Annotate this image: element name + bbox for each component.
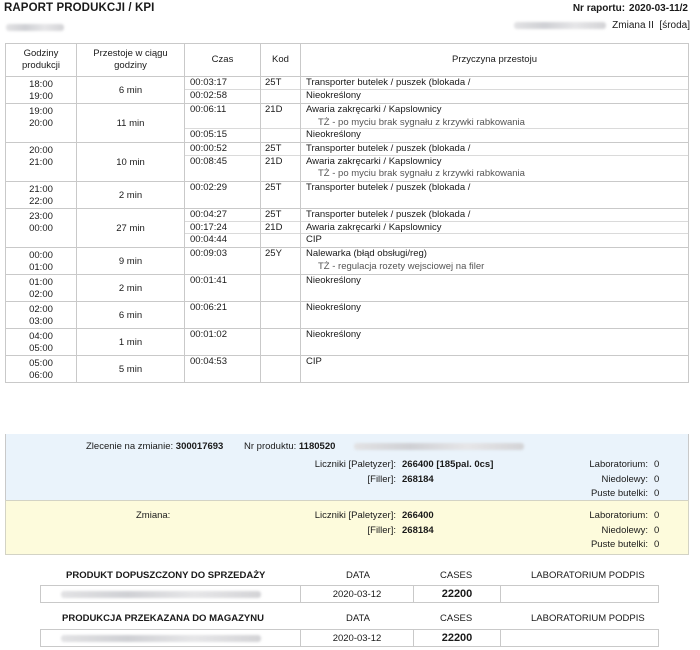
cause-note: TŻ - po myciu brak sygnału z krzywki rabkowania [318, 168, 525, 179]
table-row [6, 143, 689, 182]
downtime-duration: 00:05:15 [190, 129, 227, 140]
shift-underfill-value: 0 [654, 525, 660, 536]
code-cell [261, 329, 301, 356]
downtime-cell: 1 min [77, 329, 185, 356]
downtime-cause [301, 222, 688, 235]
downtime-cause [301, 77, 688, 90]
downtime-table [5, 43, 689, 383]
downtime-cause [301, 356, 688, 369]
hour-to: 22:00 [29, 196, 53, 207]
downtime-duration: 00:06:21 [190, 302, 227, 313]
downtime-duration: 00:00:52 [185, 143, 260, 156]
cause-text: Awaria zakręcarki / Kapslownicy [306, 155, 442, 167]
hour-from: 05:00 [29, 358, 53, 369]
downtime-duration: 00:02:29 [190, 182, 227, 193]
cause-note: TŻ - regulacja rozety wejsciowej na filer [318, 260, 485, 272]
cause-cell [301, 302, 689, 329]
code-cell [261, 104, 301, 143]
shift-empty-bottles-value: 0 [654, 539, 660, 550]
hours-cell [6, 356, 77, 383]
empty-bottles-label: Puste butelki: [590, 488, 648, 499]
release-product-cell [41, 586, 301, 602]
time-cell [185, 182, 261, 209]
hour-to: 05:00 [29, 343, 53, 354]
code-cell [261, 77, 301, 104]
cause-text: Awaria zakręcarki / Kapslownicy [306, 104, 442, 115]
downtime-cell: 27 min [77, 209, 185, 248]
release-title: PRODUKT DOPUSZCZONY DO SPRZEDAŻY [66, 570, 266, 581]
hour-from: 23:00 [29, 211, 53, 222]
time-cell [185, 104, 261, 143]
table-row [6, 77, 689, 104]
hour-to: 21:00 [29, 157, 53, 168]
hour-to: 19:00 [29, 91, 53, 102]
order-label: Zlecenie na zmianie: [86, 441, 174, 452]
cause-text: Awaria zakręcarki / Kapslownicy [306, 221, 442, 233]
downtime-cell: 11 min [77, 104, 185, 143]
downtime-cause [301, 129, 688, 142]
shift-info [514, 20, 690, 31]
warehouse-product-cell [41, 630, 301, 646]
hour-to: 00:00 [29, 223, 53, 234]
table-row [6, 182, 689, 209]
hour-to: 20:00 [29, 118, 53, 129]
table-row [6, 302, 689, 329]
time-cell [185, 275, 261, 302]
downtime-cell: 2 min [77, 182, 185, 209]
downtime-code [261, 129, 300, 142]
cause-text: Nieokreślony [306, 329, 361, 340]
code-cell [261, 248, 301, 275]
col-header-cause: Przyczyna przestoju [301, 44, 689, 77]
downtime-duration: 00:02:58 [190, 89, 227, 101]
cause-text: Nieokreślony [306, 275, 361, 286]
downtime-cause [301, 234, 688, 247]
downtime-cell: 2 min [77, 275, 185, 302]
hours-cell [6, 329, 77, 356]
hour-from: 20:00 [29, 145, 53, 156]
hours-cell [6, 77, 77, 104]
order-line [86, 441, 223, 452]
time-cell [185, 209, 261, 248]
code-cell [261, 182, 301, 209]
hour-to: 02:00 [29, 289, 53, 300]
warehouse-row [40, 629, 659, 647]
downtime-duration: 00:01:41 [190, 275, 227, 286]
order-value: 300017693 [175, 441, 224, 452]
col-header-time: Czas [185, 44, 261, 77]
shift-palletizer-value: 266400 [402, 510, 434, 521]
cause-cell [301, 329, 689, 356]
warehouse-signature-cell[interactable] [501, 630, 658, 646]
downtime-duration: 00:01:02 [190, 329, 227, 340]
downtime-code [261, 234, 300, 247]
lab-label: Laboratorium: [589, 459, 648, 470]
shift-summary [5, 500, 689, 555]
shift-palletizer-label: Liczniki [Paletyzer]: [314, 510, 396, 521]
hours-cell [6, 248, 77, 275]
table-row [6, 329, 689, 356]
cause-cell [301, 77, 689, 104]
shift-weekday: [środa] [659, 20, 690, 31]
underfill-label: Niedolewy: [601, 474, 648, 485]
downtime-cause [301, 90, 688, 103]
report-number-value: 2020-03-11/2 [629, 3, 688, 14]
cause-cell [301, 209, 689, 248]
warehouse-date-header: DATA [346, 613, 370, 624]
cause-text: Nieokreślony [306, 129, 361, 140]
downtime-cell: 10 min [77, 143, 185, 182]
downtime-code: 25T [265, 182, 282, 193]
redacted-line-info [6, 22, 68, 33]
cause-text: Transporter butelek / puszek (blokada / [306, 209, 471, 220]
code-cell [261, 143, 301, 182]
release-lab-header: LABORATORIUM PODPIS [531, 570, 645, 581]
hours-cell [6, 143, 77, 182]
cause-text: CIP [306, 234, 322, 245]
warehouse-cases-header: CASES [440, 613, 473, 624]
hour-to: 06:00 [29, 370, 53, 381]
redacted-text [514, 22, 606, 29]
downtime-code: 25T [261, 209, 300, 222]
downtime-duration: 00:17:24 [185, 222, 260, 235]
downtime-duration: 00:03:17 [185, 77, 260, 90]
hours-cell [6, 275, 77, 302]
release-cases-header: CASES [440, 570, 473, 581]
shift-lab-label: Laboratorium: [589, 510, 648, 521]
downtime-cause [301, 143, 688, 156]
table-row [6, 356, 689, 383]
downtime-cell: 6 min [77, 302, 185, 329]
release-date: 2020-03-12 [301, 586, 414, 602]
warehouse-cases: 22200 [414, 630, 501, 646]
time-cell [185, 302, 261, 329]
downtime-cause [301, 275, 688, 288]
downtime-code: 25T [261, 143, 300, 156]
col-header-hours: Godziny produkcji [6, 44, 77, 77]
cause-cell [301, 356, 689, 383]
downtime-cause [301, 209, 688, 222]
release-row [40, 585, 659, 603]
downtime-duration: 00:04:44 [190, 234, 227, 245]
release-date-header: DATA [346, 570, 370, 581]
hour-from: 00:00 [29, 250, 53, 261]
hours-cell [6, 182, 77, 209]
downtime-code: 25T [261, 77, 300, 90]
redacted-product [61, 591, 261, 598]
time-cell [185, 248, 261, 275]
cause-text: Transporter butelek / puszek (blokada / [306, 77, 471, 88]
redacted-product-name [354, 443, 524, 450]
shift-name: Zmiana II [612, 20, 654, 31]
cause-text: Transporter butelek / puszek (blokada / [306, 143, 471, 154]
cause-text: Nieokreślony [306, 89, 361, 101]
code-cell [261, 209, 301, 248]
downtime-duration: 00:08:45 [190, 155, 227, 167]
product-line [244, 441, 524, 452]
table-body [6, 77, 689, 383]
downtime-code [261, 329, 300, 342]
cause-text: CIP [306, 356, 322, 367]
release-signature-cell[interactable] [501, 586, 658, 602]
hour-from: 18:00 [29, 79, 53, 90]
report-header [0, 0, 700, 38]
cause-cell [301, 248, 689, 275]
palletizer-value: 266400 [185pal. 0cs] [402, 459, 494, 470]
cause-cell [301, 275, 689, 302]
downtime-cell: 5 min [77, 356, 185, 383]
downtime-cause [301, 182, 688, 195]
downtime-cell: 6 min [77, 77, 185, 104]
filler-value: 268184 [402, 474, 434, 485]
time-cell [185, 143, 261, 182]
empty-bottles-value: 0 [654, 488, 660, 499]
time-cell [185, 329, 261, 356]
order-summary [5, 434, 689, 500]
palletizer-label: Liczniki [Paletyzer]: [314, 459, 396, 470]
downtime-code: 21D [261, 222, 300, 235]
hours-cell [6, 302, 77, 329]
hour-to: 03:00 [29, 316, 53, 327]
downtime-code: 25Y [265, 248, 282, 259]
downtime-duration: 00:04:27 [185, 209, 260, 222]
downtime-cause [301, 248, 688, 273]
shift-filler-label: [Filler]: [367, 525, 396, 536]
downtime-code [261, 356, 300, 369]
cause-cell [301, 182, 689, 209]
hour-from: 02:00 [29, 304, 53, 315]
cause-text: Nieokreślony [306, 302, 361, 313]
warehouse-lab-header: LABORATORIUM PODPIS [531, 613, 645, 624]
hour-from: 01:00 [29, 277, 53, 288]
downtime-code [261, 302, 300, 315]
downtime-cause [301, 302, 688, 315]
downtime-duration: 00:04:53 [190, 356, 227, 367]
shift-summary-label: Zmiana: [136, 510, 171, 521]
product-label: Nr produktu: [244, 441, 297, 452]
report-number [573, 3, 688, 14]
hours-cell [6, 104, 77, 143]
report-title: RAPORT PRODUKCJI / KPI [4, 2, 155, 14]
cause-cell [301, 104, 689, 143]
cause-text: Transporter butelek / puszek (blokada / [306, 182, 471, 193]
time-cell [185, 77, 261, 104]
warehouse-date: 2020-03-12 [301, 630, 414, 646]
downtime-cell: 9 min [77, 248, 185, 275]
downtime-cause [301, 329, 688, 342]
table-row [6, 275, 689, 302]
table-row [6, 209, 689, 248]
downtime-cause [301, 156, 688, 181]
product-value: 1180520 [298, 441, 336, 452]
release-cases: 22200 [414, 586, 501, 602]
cause-text: Nalewarka (błąd obsługi/reg) [306, 248, 427, 259]
downtime-code: 21D [265, 155, 283, 167]
cause-note: TŻ - po myciu brak sygnału z krzywki rabkowania [318, 116, 525, 128]
code-cell [261, 356, 301, 383]
table-row [6, 248, 689, 275]
report-number-label: Nr raportu: [572, 3, 626, 14]
shift-lab-value: 0 [654, 510, 660, 521]
col-header-downtime: Przestoje w ciągu godziny [77, 44, 185, 77]
code-cell [261, 302, 301, 329]
lab-value: 0 [654, 459, 660, 470]
shift-filler-value: 268184 [402, 525, 434, 536]
hour-from: 21:00 [29, 184, 53, 195]
downtime-code [261, 90, 300, 103]
filler-label: [Filler]: [367, 474, 396, 485]
cause-cell [301, 143, 689, 182]
downtime-code: 21D [261, 104, 300, 129]
warehouse-title: PRODUKCJA PRZEKAZANA DO MAGAZYNU [62, 613, 264, 624]
code-cell [261, 275, 301, 302]
downtime-duration: 00:09:03 [190, 248, 227, 259]
table-row [6, 104, 689, 143]
hour-from: 04:00 [29, 331, 53, 342]
underfill-value: 0 [654, 474, 660, 485]
downtime-duration: 00:06:11 [185, 104, 260, 129]
downtime-code [261, 275, 300, 288]
table-header-row [6, 44, 689, 77]
hours-cell [6, 209, 77, 248]
redacted-product [61, 635, 261, 642]
downtime-cause [301, 104, 688, 129]
hour-to: 01:00 [29, 262, 53, 273]
col-header-code: Kod [261, 44, 301, 77]
shift-underfill-label: Niedolewy: [601, 525, 648, 536]
hour-from: 19:00 [29, 106, 53, 117]
time-cell [185, 356, 261, 383]
redacted-text [6, 24, 64, 31]
shift-empty-bottles-label: Puste butelki: [590, 539, 648, 550]
